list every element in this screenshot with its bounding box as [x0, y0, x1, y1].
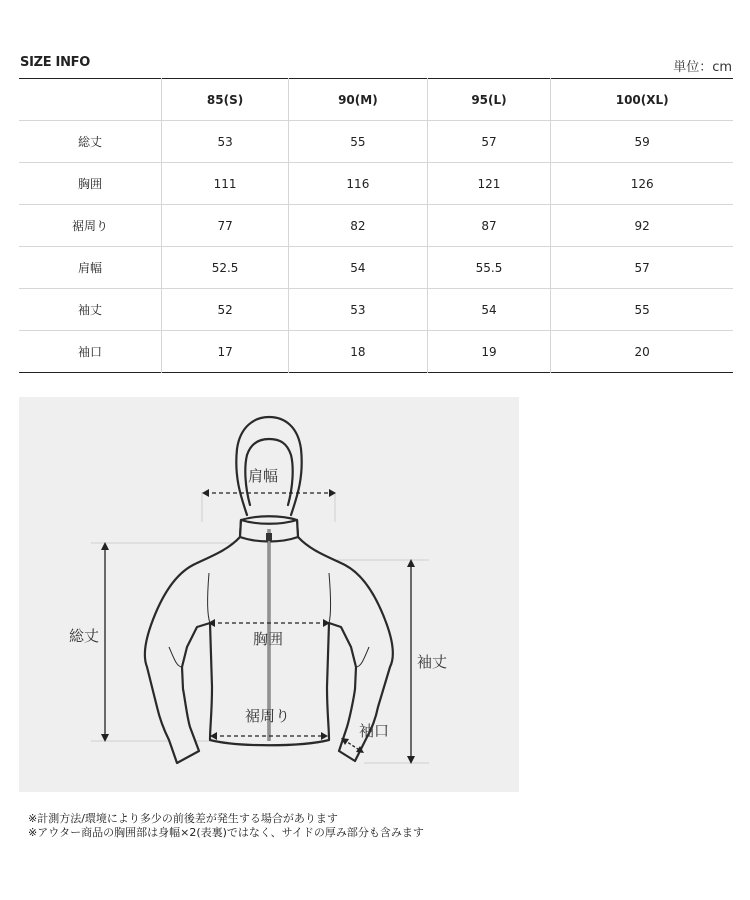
- table-row: [19, 163, 733, 205]
- table-cell: 59: [551, 121, 733, 163]
- row-label: 裾周り: [19, 205, 162, 247]
- row-label: 袖丈: [19, 289, 162, 331]
- table-row: [19, 205, 733, 247]
- row-label: 胸囲: [19, 163, 162, 205]
- note-line: ※アウター商品の胸囲部は身幅×2(表裏)ではなく、サイドの厚み部分も含みます: [28, 826, 424, 839]
- table-cell: 17: [162, 331, 289, 373]
- table-cell: 54: [427, 289, 551, 331]
- note-line: ※計測方法/環境により多少の前後差が発生する場合があります: [28, 812, 338, 825]
- table-cell: 55.5: [427, 247, 551, 289]
- table-cell: 52.5: [162, 247, 289, 289]
- row-label: 袖口: [19, 331, 162, 373]
- label-hem: 裾周り: [245, 707, 291, 725]
- table-cell: 53: [289, 289, 427, 331]
- column-header-xl: 100(XL): [551, 79, 733, 121]
- table-cell: 53: [162, 121, 289, 163]
- table-row: [19, 121, 733, 163]
- label-chest: 胸囲: [253, 630, 284, 648]
- table-cell: 19: [427, 331, 551, 373]
- table-cell: 92: [551, 205, 733, 247]
- table-cell: 126: [551, 163, 733, 205]
- column-header-m: 90(M): [289, 79, 427, 121]
- table-cell: 52: [162, 289, 289, 331]
- unit-label: 単位：cm: [673, 60, 732, 75]
- page-title: SIZE INFO: [20, 55, 90, 70]
- table-row: [19, 247, 733, 289]
- label-length: 総丈: [69, 627, 100, 645]
- table-cell: 87: [427, 205, 551, 247]
- label-sleeve: 袖丈: [417, 653, 448, 671]
- table-cell: 18: [289, 331, 427, 373]
- table-cell: 82: [289, 205, 427, 247]
- table-cell: 55: [551, 289, 733, 331]
- table-cell: 57: [551, 247, 733, 289]
- jacket-illustration: [19, 397, 519, 792]
- measurement-diagram: [19, 397, 519, 792]
- column-header-s: 85(S): [162, 79, 289, 121]
- table-cell: 20: [634, 344, 650, 359]
- label-shoulder: 肩幅: [248, 467, 279, 485]
- row-label: 肩幅: [19, 247, 162, 289]
- row-label: 総丈: [19, 121, 162, 163]
- table-cell: 121: [427, 163, 551, 205]
- table-header-row: [19, 79, 733, 121]
- notes: [28, 812, 424, 840]
- label-cuff: 袖口: [359, 722, 390, 740]
- column-header-l: 95(L): [427, 79, 551, 121]
- table-cell: 55: [289, 121, 427, 163]
- size-table: [19, 78, 733, 373]
- table-cell: 54: [289, 247, 427, 289]
- table-cell: 111: [162, 163, 289, 205]
- table-row: [19, 289, 733, 331]
- table-cell: 77: [162, 205, 289, 247]
- table-cell: 57: [427, 121, 551, 163]
- table-cell: 116: [289, 163, 427, 205]
- column-header-empty: [19, 79, 162, 121]
- table-row: [19, 331, 733, 373]
